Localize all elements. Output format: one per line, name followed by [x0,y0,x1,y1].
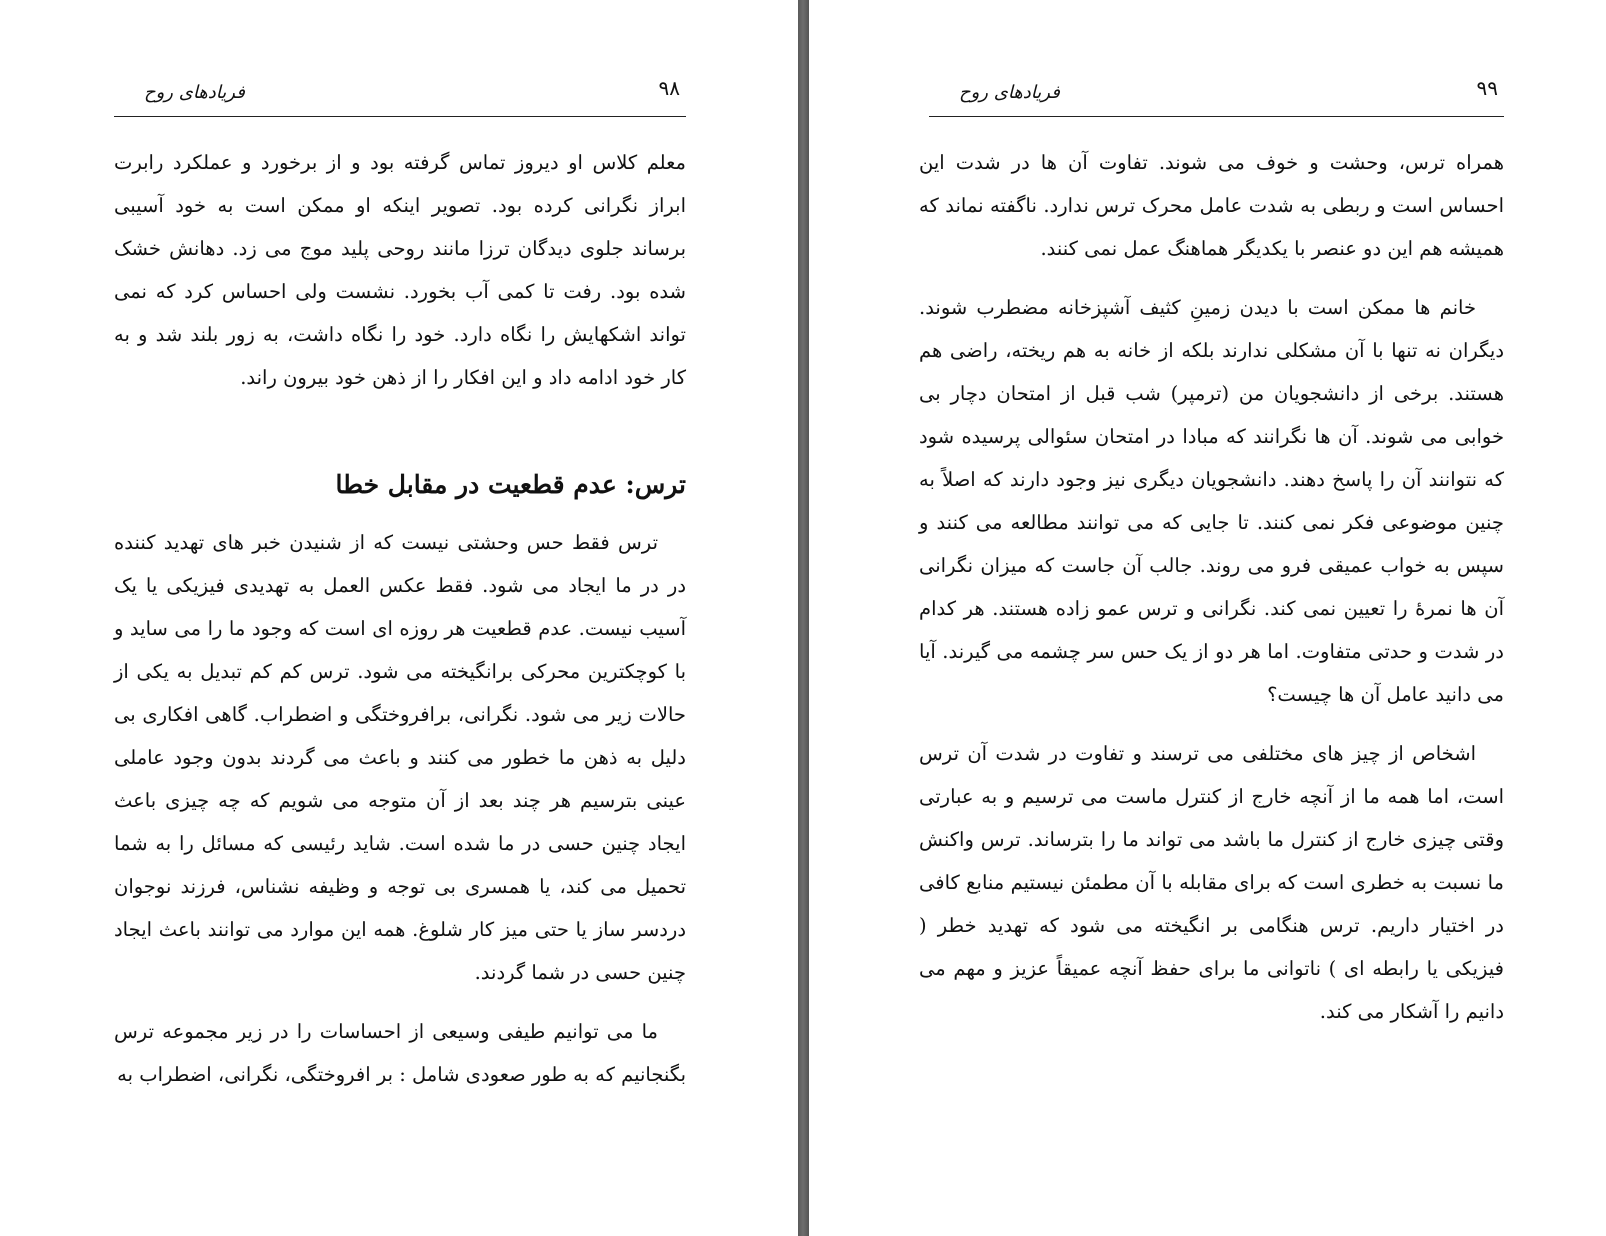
section-heading: ترس: عدم قطعیت در مقابل خطا [335,470,686,499]
running-title: فریادهای روح [144,82,245,103]
left-page-body [114,141,686,1112]
left-page-header [114,76,686,117]
paragraph: خانم ها ممکن است با دیدن زمینِ کثیف آشپزخانه مضطرب شوند. دیگران نه تنها با آن مشکلی ندارند بلکه از خانه به هم ریخته، راضی هم هستند. برخی از دانشجویان من (ترمپر) شب قبل از امتحان دچار بی خوابی می شوند. آن ها نگرانند که مبادا در امتحان سئوالی پرسیده شود که نتوانند آن را پاسخ دهند. دانشجویان دیگری نیز وجود دارند که اصلاً به چنین موضوعی فکر نمی کنند. تا جایی که می توانند مطالعه می کنند و سپس به خواب عمیقی فرو می روند. جالب آن جاست که میزان نگرانی آن ها نمرهٔ را تعیین نمی کند. نگرانی و ترس عمو زاده هستند. هر کدام در شدت و حدتی متفاوت. اما هر دو از یک حس سر چشمه می گیرند. آیا می دانید عامل آن ها چیست؟ [919,296,1504,706]
paragraph: معلم کلاس او دیروز تماس گرفته بود و از برخورد و عملکرد رابرت ابراز نگرانی کرده بود. تصویر اینکه او ممکن است به خود آسیبی برساند جلوی دیدگان ترزا مانند روحی پلید موج می زد. دهانش خشک شده بود. رفت تا کمی آب بخورد. نشست ولی احساس کرد که نمی تواند اشکهایش را نگاه دارد. خود را نگاه داشت، به زور بلند شد و به کار خود ادامه داد و این افکار را از ذهن خود بیرون راند. [114,151,686,389]
left-page [0,0,798,1236]
right-page-body [919,141,1504,1049]
paragraph: ترس فقط حس وحشتی نیست که از شنیدن خبر های تهدید کننده در در ما ایجاد می شود. فقط عکس العمل به تهدیدی فیزیکی یا یک آسیب نیست. عدم قطعیت هر روزه ای است که وجود ما را می ساید و با کوچکترین محرکی برانگیخته می شود. ترس کم کم تبدیل به یکی از حالات زیر می شود. نگرانی، برافروختگی و اضطراب. گاهی افکاری بی دلیل به ذهن ما خطور می کنند و باعث می گردند بدون وجود عاملی عینی بترسیم هر چند بعد از آن متوجه می شویم که چه چیزی باعث ایجاد چنین حسی در ما شده است. شاید رئیسی که مسائل را به شما تحمیل می کند، یا همسری بی توجه و وظیفه نشناس، فرزند نوجوان دردسر ساز یا حتی میز کار شلوغ. همه این موارد می توانند باعث ایجاد چنین حسی در شما گردند. [114,531,686,984]
paragraph: اشخاص از چیز های مختلفی می ترسند و تفاوت در شدت آن ترس است، اما همه ما از آنچه خارج از کنترل ماست می ترسیم و به عبارتی وقتی چیزی خارج از کنترل ما باشد می تواند ما را بترساند. ترس واکنش ما نسبت به خطری است که برای مقابله با آن مطمئن نیستیم منابع کافی در اختیار داریم. ترس هنگامی بر انگیخته می شود که تهدید خطر ( فیزیکی یا رابطه ای ) ناتوانی ما برای حفظ آنچه عمیقاً عزیز و مهم می دانیم را آشکار می کند. [919,742,1504,1023]
right-page [809,0,1606,1236]
book-gutter [798,0,809,1236]
page-number: ۹۸ [658,76,680,100]
page-number: ۹۹ [1476,76,1498,100]
paragraph: همراه ترس، وحشت و خوف می شوند. تفاوت آن ها در شدت این احساس است و ربطی به شدت عامل محرک ترس ندارد. ناگفته نماند که همیشه هم این دو عنصر با یکدیگر هماهنگ عمل نمی کنند. [919,151,1504,260]
running-title: فریادهای روح [959,82,1060,103]
paragraph: ما می توانیم طیفی وسیعی از احساسات را در زیر مجموعه ترس بگنجانیم که به طور صعودی شامل : بر افروختگی، نگرانی، اضطراب به [114,1020,686,1086]
right-page-header [929,76,1504,117]
